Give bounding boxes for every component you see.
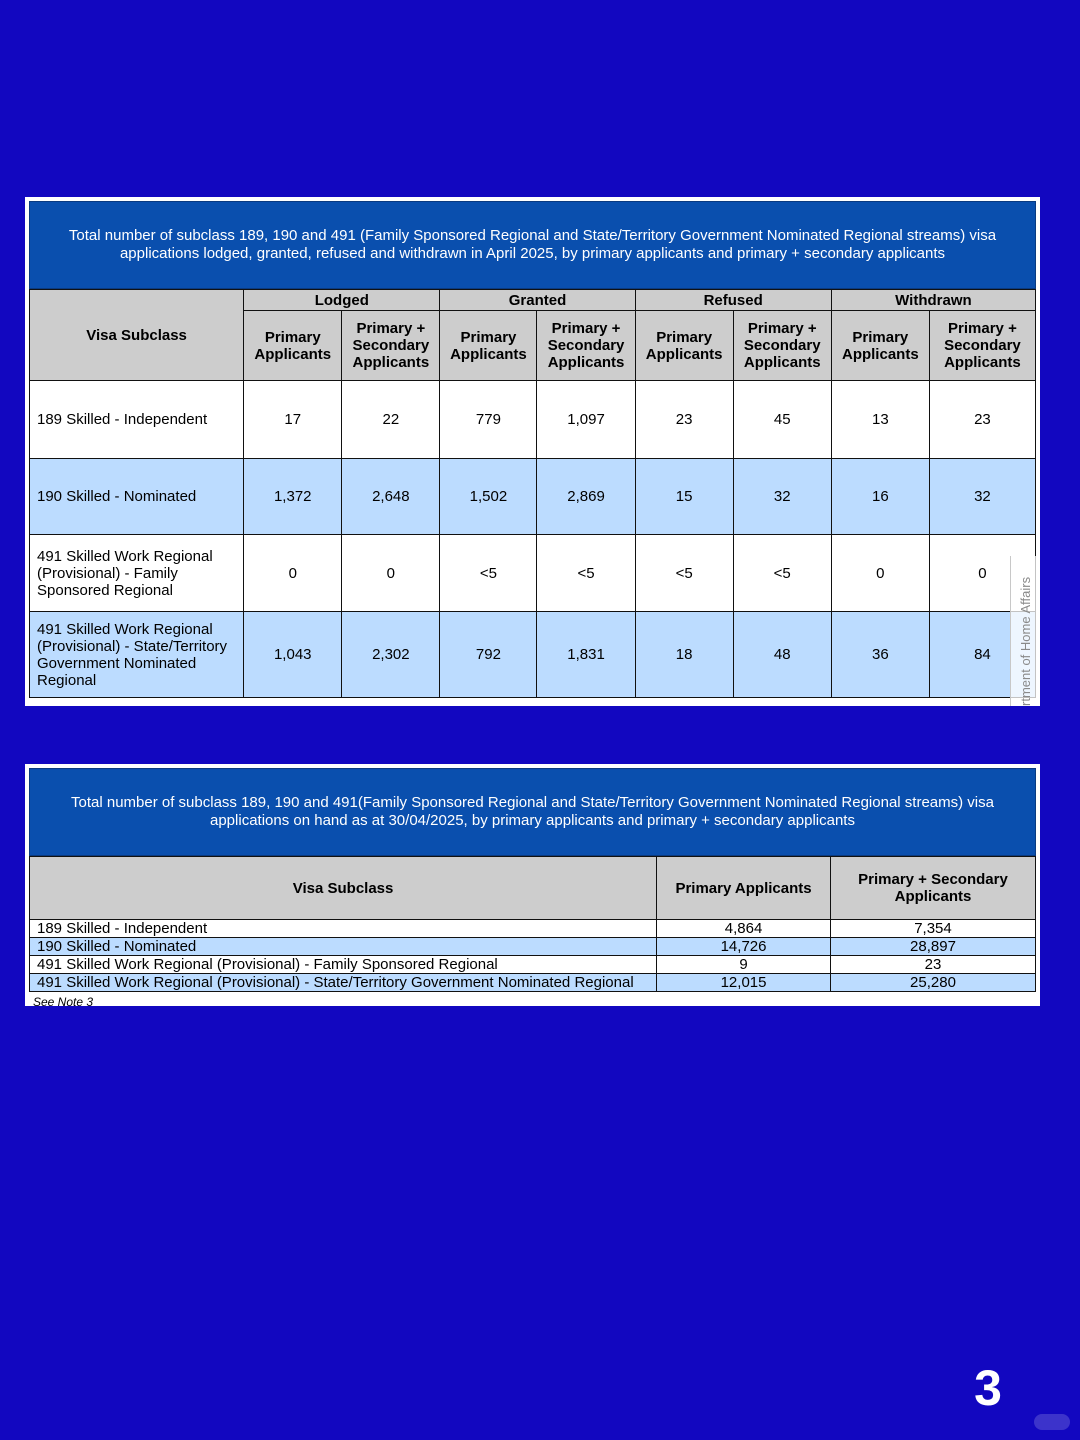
- table-cell: 25,280: [830, 974, 1035, 992]
- table-cell: 9: [657, 956, 831, 974]
- table-cell: 45: [733, 381, 831, 459]
- col-header-primary-secondary: Primary + Secondary Applicants: [830, 857, 1035, 920]
- table-row: [30, 974, 1036, 992]
- row-label: 491 Skilled Work Regional (Provisional) - Family Sponsored Regional: [30, 535, 244, 612]
- table-cell: <5: [733, 535, 831, 612]
- table-row: [30, 920, 1036, 938]
- table-cell: 36: [831, 612, 929, 698]
- table-cell: 23: [635, 381, 733, 459]
- group-header-granted: Granted: [440, 290, 635, 311]
- table-row: [30, 612, 1036, 698]
- sub-header-primary-secondary: Primary + Secondary Applicants: [342, 311, 440, 381]
- group-header-lodged: Lodged: [244, 290, 440, 311]
- table-note: See Note 3: [33, 996, 94, 1006]
- applications-on-hand-table-panel: [25, 764, 1040, 1006]
- table-cell: 4,864: [657, 920, 831, 938]
- table-cell: 0: [244, 535, 342, 612]
- corner-badge: [1034, 1414, 1070, 1430]
- table-cell: 0: [929, 535, 1035, 612]
- sub-header-primary: Primary Applicants: [244, 311, 342, 381]
- table-cell: 1,831: [537, 612, 635, 698]
- table-cell: 7,354: [830, 920, 1035, 938]
- table-cell: 18: [635, 612, 733, 698]
- table-cell: 2,302: [342, 612, 440, 698]
- table-row: [30, 459, 1036, 535]
- row-label: 491 Skilled Work Regional (Provisional) - State/Territory Government Nominated Regional: [30, 974, 657, 992]
- table-cell: 792: [440, 612, 537, 698]
- table-cell: 1,502: [440, 459, 537, 535]
- watermark-text: rtment of Home Affairs: [1018, 576, 1033, 706]
- table-row: [30, 956, 1036, 974]
- table-row: [30, 938, 1036, 956]
- table-cell: 22: [342, 381, 440, 459]
- row-label: 491 Skilled Work Regional (Provisional) - State/Territory Government Nominated Regional: [30, 612, 244, 698]
- table-cell: 17: [244, 381, 342, 459]
- table-cell: 0: [831, 535, 929, 612]
- sub-header-primary: Primary Applicants: [831, 311, 929, 381]
- table-cell: 23: [929, 381, 1035, 459]
- visa-subclass-header: Visa Subclass: [30, 857, 657, 920]
- watermark: [1010, 556, 1037, 706]
- table-cell: 13: [831, 381, 929, 459]
- table-cell: 12,015: [657, 974, 831, 992]
- table-cell: 14,726: [657, 938, 831, 956]
- table-cell: 15: [635, 459, 733, 535]
- page-number: 3: [974, 1360, 1002, 1416]
- group-header-withdrawn: Withdrawn: [831, 290, 1035, 311]
- applications-lodged-granted-table-panel: [25, 197, 1040, 706]
- sub-header-primary-secondary: Primary + Secondary Applicants: [537, 311, 635, 381]
- applications-on-hand-table: [29, 856, 1036, 992]
- table-cell: 32: [929, 459, 1035, 535]
- table2-title: Total number of subclass 189, 190 and 491(Family Sponsored Regional and State/Territory Government Nominated Regional streams) visa applications on hand as at 30/04/2025, by primary applicants and primary + secondary applicants: [29, 768, 1036, 856]
- row-label: 190 Skilled - Nominated: [30, 938, 657, 956]
- table-cell: 23: [830, 956, 1035, 974]
- table-row: [30, 535, 1036, 612]
- row-label: 491 Skilled Work Regional (Provisional) - Family Sponsored Regional: [30, 956, 657, 974]
- sub-header-primary-secondary: Primary + Secondary Applicants: [733, 311, 831, 381]
- table-cell: 1,043: [244, 612, 342, 698]
- col-header-primary: Primary Applicants: [657, 857, 831, 920]
- table-cell: <5: [440, 535, 537, 612]
- row-label: 189 Skilled - Independent: [30, 920, 657, 938]
- table-cell: 1,097: [537, 381, 635, 459]
- applications-lodged-granted-table: [29, 289, 1036, 698]
- table-row: [30, 381, 1036, 459]
- table-cell: 48: [733, 612, 831, 698]
- table-cell: 84: [929, 612, 1035, 698]
- table-cell: 2,648: [342, 459, 440, 535]
- visa-subclass-header: Visa Subclass: [30, 290, 244, 381]
- sub-header-primary: Primary Applicants: [635, 311, 733, 381]
- table-cell: 779: [440, 381, 537, 459]
- table-cell: 0: [342, 535, 440, 612]
- table-cell: 28,897: [830, 938, 1035, 956]
- sub-header-primary-secondary: Primary + Secondary Applicants: [929, 311, 1035, 381]
- table-cell: 2,869: [537, 459, 635, 535]
- table-cell: 16: [831, 459, 929, 535]
- table-cell: 1,372: [244, 459, 342, 535]
- table-cell: <5: [635, 535, 733, 612]
- table-cell: <5: [537, 535, 635, 612]
- group-header-refused: Refused: [635, 290, 831, 311]
- table1-title: Total number of subclass 189, 190 and 491 (Family Sponsored Regional and State/Territory Government Nominated Regional streams) visa applications lodged, granted, refused and withdrawn in April 2025, by primary applicants and primary + secondary applicants: [29, 201, 1036, 289]
- sub-header-primary: Primary Applicants: [440, 311, 537, 381]
- table-cell: 32: [733, 459, 831, 535]
- row-label: 189 Skilled - Independent: [30, 381, 244, 459]
- row-label: 190 Skilled - Nominated: [30, 459, 244, 535]
